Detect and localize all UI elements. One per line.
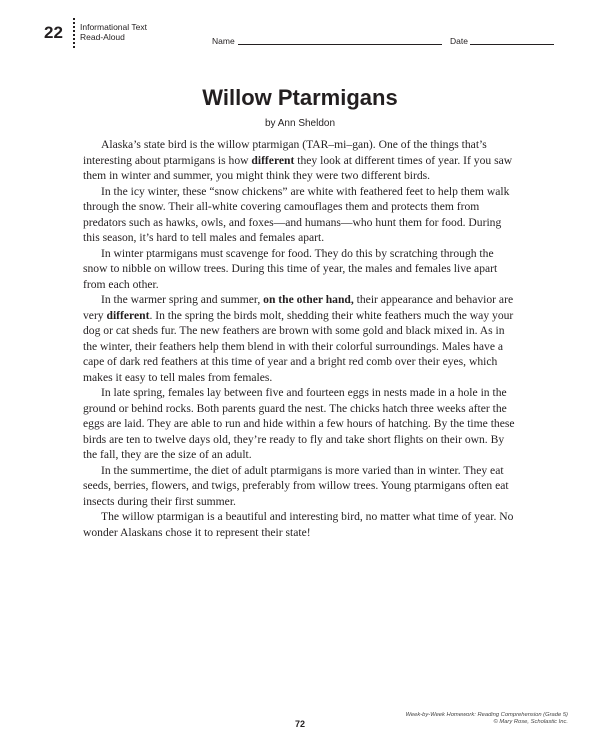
footer-credit: [406, 712, 569, 726]
section-label-line2: Read-Aloud: [80, 31, 125, 42]
paragraph-text: In the warmer spring and summer,: [101, 293, 264, 306]
date-field[interactable]: [470, 44, 554, 45]
article-paragraph: [83, 137, 519, 184]
section-label: [80, 23, 147, 42]
header-page-number: 22: [44, 23, 63, 42]
date-label: Date: [450, 36, 468, 46]
paragraph-text: In winter ptarmigans must scavenge for food. They do this by scratching through the snow to nibble on willow trees. During this time of year, the males and females live apart from each other.: [83, 246, 498, 291]
emphasis-text: different: [106, 308, 150, 322]
article-title: Willow Ptarmigans: [202, 85, 398, 110]
article-byline: by Ann Sheldon: [264, 118, 336, 129]
header-dotted-divider: [73, 18, 75, 48]
paragraph-text: In the summertime, the diet of adult ptarmigans is more varied than in winter. They eat seeds, berries, flowers, and twigs, preferably from willow trees. Young ptarmigans often eat insects during their first summer.: [83, 463, 509, 508]
footer-page-number: 72: [294, 719, 305, 729]
emphasis-text: different: [251, 153, 295, 167]
article-body: [83, 137, 519, 540]
article-paragraph: [83, 292, 519, 385]
paragraph-text: In the icy winter, these “snow chickens” are white with feathered feet to help them walk through the snow. Their all-white covering camouflages them and protects them from predators such as hawks, owls, and foxes—and humans—who hunt them for food. During this season, it’s hard to tell males and females apart.: [83, 184, 510, 244]
paragraph-text: they look at different times of year. If you saw them in winter and summer, you might think they were two different birds.: [83, 153, 513, 182]
footer-credit-line2: © Mary Rose, Scholastic Inc.: [493, 719, 568, 725]
footer-credit-line1: Week-by-Week Homework: Reading Comprehension (Grade 5): [405, 712, 568, 718]
worksheet-header: [0, 0, 600, 60]
article-paragraph: [83, 509, 519, 540]
article-paragraph: [83, 184, 519, 246]
name-field[interactable]: [238, 44, 442, 45]
section-label-line1: Informational Text: [80, 22, 147, 32]
name-label: Name: [212, 36, 235, 46]
paragraph-text: The willow ptarmigan is a beautiful and interesting bird, no matter what time of year. No wonder Alaskans chose it to represent their state!: [83, 510, 514, 539]
paragraph-text: In late spring, females lay between five and fourteen eggs in nests made in a hole in the ground or behind rocks. Both parents guard the nest. The chicks hatch three weeks after the eggs are laid. They are able to run and hide within a few hours of hatching. By the time these birds are ten to twelve days old, they’re ready to fly and take short flights on their own. By the fall, they are the size of an adult.: [83, 386, 515, 461]
paragraph-text: . In the spring the birds molt, shedding their white feathers much the way your dog or cat sheds fur. The new feathers are brown with some gold and black mixed in. As in the winter, their feathers help them blend in with their colorful surroundings. Males have a cape of dark red feathers at this time of year and a bright red comb over their eyes, which makes it easy to tell males from females.: [83, 308, 514, 384]
paragraph-text: Alaska’s state bird is the willow ptarmigan (TAR–mi–gan). One of the things that’s interesting about ptarmigans is how: [83, 138, 487, 167]
emphasis-text: on the other hand,: [263, 293, 354, 306]
article-paragraph: [83, 463, 519, 510]
article-paragraph: [83, 385, 519, 463]
article-paragraph: [83, 246, 519, 293]
paragraph-text: their appearance and behavior are very: [83, 293, 514, 322]
